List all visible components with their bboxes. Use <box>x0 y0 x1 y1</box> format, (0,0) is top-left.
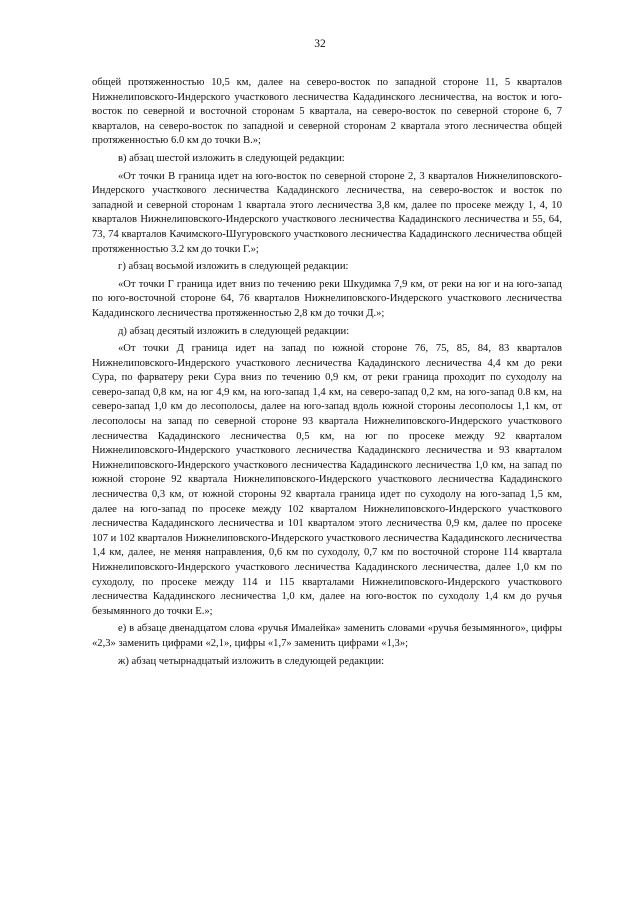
paragraph-amendment-e: е) в абзаце двенадцатом слова «ручья Ималейка» заменить словами «ручья безымянного», цифры «2,3» заменить цифрами «2,1», цифры «1,7» заменить цифрами «1,3»; <box>92 623 562 649</box>
paragraph-amendment-zh: ж) абзац четырнадцатый изложить в следующей редакции: <box>118 655 385 667</box>
paragraph-point-d-text: «От точки Д граница идет на запад по южной стороне 76, 75, 85, 84, 83 кварталов Нижнелиповского-Индерского участкового лесничества Кададинского лесничества 4,4 км до реки Сура, по фарватеру реки Сура вниз по течению 0,9 км, от реки граница проходит по суходолу на северо-запад 0,8 км, на юг 4,9 км, на юго-запад 1,4 км, на северо-запад 0,2 км, на юго-запад 0.8 км, на северо-запад 1,0 км до лесополосы, далее на юго-запад вдоль южной стороны лесополосы 1,1 км, от лесополосы на запад по северной стороне 93 квартала Нижнелиповского-Индерского участкового лесничества Кададинского лесничества 0,5 км, на юг по просеке между 92 кварталом Нижнелиповского-Индерского участкового лесничества Кададинского лесничества и 93 кварталом Нижнелиповского-Индерского участкового лесничества Кададинского лесничества 1,0 км, на запад по южной стороне 92 квартала Нижнелиповского-Индерского участкового лесничества Кададинского лесничества 0,3 км, от южной стороны 92 квартала граница идет по суходолу на юго-запад 1,5 км, далее на юго-запад по просеке между 102 кварталом Нижнелиповского-Индерского участкового лесничества Кададинского лесничества и 101 кварталом этого лесничества 0,9 км, далее по просеке 107 и 102 кварталов Нижнелиповского-Индерского участкового лесничества Кададинского лесничества 1,4 км, далее, не меняя направления, 0,6 км по суходолу, 0,7 км по восточной стороне 114 квартала Нижнелиповского-Индерского участкового лесничества Кададинского лесничества, далее 1,0 км по суходолу, по просеке между 114 и 115 кварталами Нижнелиповского-Индерского участкового лесничества Кададинского лесничества 1,0 км, далее на юго-восток по суходолу 1,4 км до ручья безымянного до точки Е.»; <box>92 343 562 617</box>
page-number: 32 <box>314 38 326 50</box>
document-body <box>92 76 562 672</box>
paragraph-amendment-g: г) абзац восьмой изложить в следующей редакции: <box>118 261 349 273</box>
paragraph-amendment-d: д) абзац десятый изложить в следующей редакции: <box>118 325 350 337</box>
paragraph-point-g-text: «От точки Г граница идет вниз по течению реки Шкудимка 7,9 км, от реки на юг и на юго-запад по юго-восточной стороне 64, 76 кварталов Нижнелиповского-Индерского участкового лесничества Кададинского лесничества протяженностью 2,8 км до точки Д.»; <box>92 278 562 319</box>
paragraph-continuation: общей протяженностью 10,5 км, далее на северо-восток по западной стороне 11, 5 кварталов Нижнелиповского-Индерского участкового лесничества Кададинского лесничества, на восток и юго-восток по северной и восточной сторонам 5 квартала, на северо-восток по северной стороне 6, 7 кварталов, на северо-восток по западной и северной сторонам 2 квартала этого лесничества общей протяженностью 6.0 км до точки В.»; <box>92 77 562 147</box>
paragraph-amendment-v: в) абзац шестой изложить в следующей редакции: <box>118 152 345 164</box>
paragraph-point-v-text: «От точки В граница идет на юго-восток по северной стороне 2, 3 кварталов Нижнелиповского-Индерского участкового лесничества Кададинского лесничества, на северо-восток и восток по западной и северной сторонам 1 квартала этого лесничества 3,8 км, далее по просеке между 1, 4, 10 кварталов Нижнелиповского-Индерского участкового лесничества Кададинского лесничества и 55, 64, 73, 74 кварталов Качимского-Шугуровского участкового лесничества Кададинского лесничества общей протяженностью 3.2 км до точки Г.»; <box>92 170 562 255</box>
